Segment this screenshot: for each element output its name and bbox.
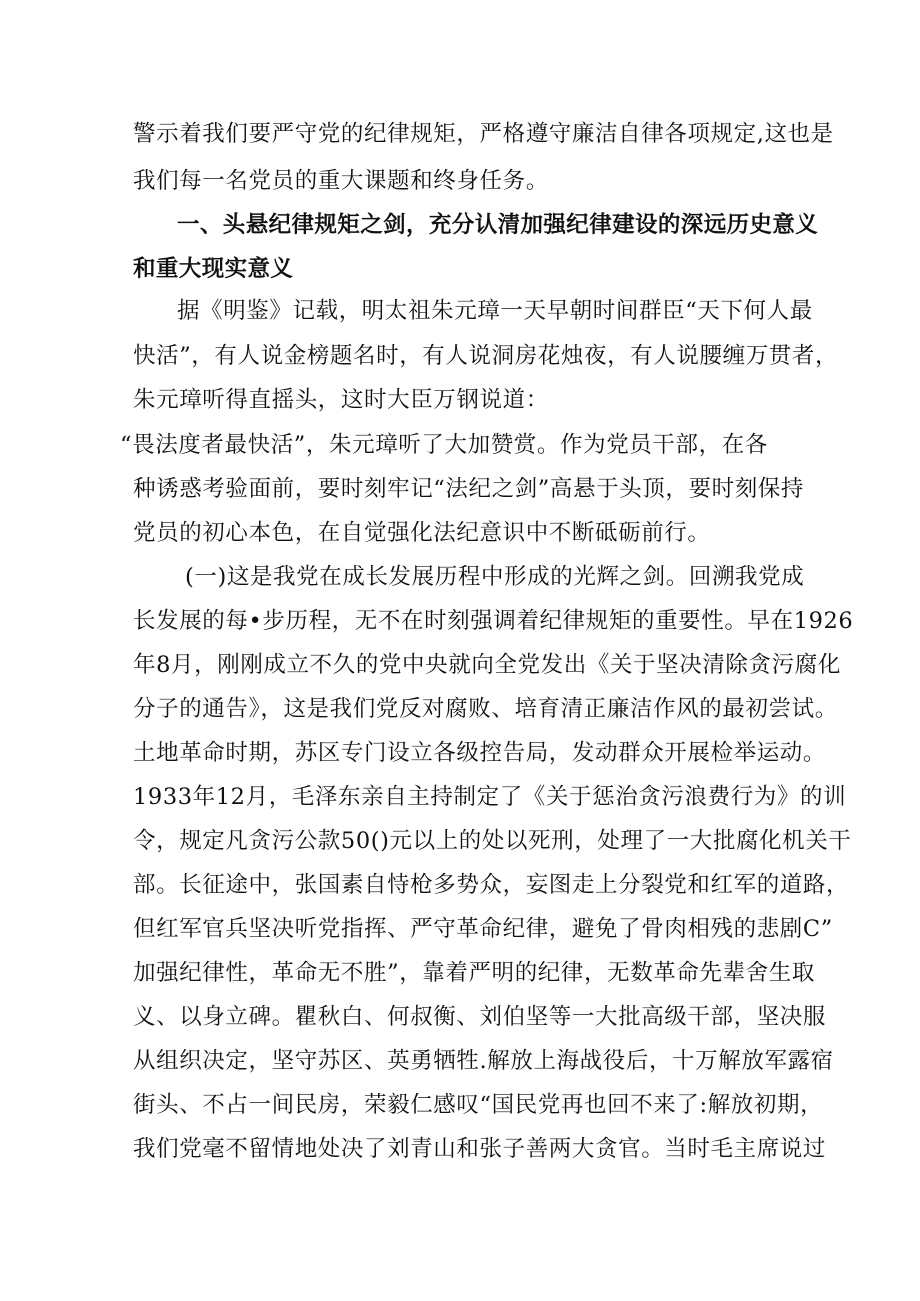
text-line: 但红军官兵坚决听党指挥、严守革命纪律，避免了骨肉相残的悲剧C” xyxy=(133,916,833,942)
text-line: 警示着我们要严守党的纪律规矩，严格遵守廉洁自律各项规定,这也是 xyxy=(133,121,834,147)
text-line: 分子的通告》，这是我们党反对腐败、培育清正廉洁作风的最初尝试。 xyxy=(133,696,838,722)
text-line: 部。长征途中，张国素自恃枪多势众，妄图走上分裂党和红军的道路， xyxy=(133,872,850,898)
text-line: (一)这是我党在成长发展历程中形成的光辉之剑。回溯我党成 xyxy=(185,564,805,590)
text-line: 种诱惑考验面前，要时刻牢记“法纪之剑”高悬于头顶，要时刻保持 xyxy=(133,476,805,502)
section-heading: 一、头悬纪律规矩之剑，充分认清加强纪律建设的深远历史意义 xyxy=(177,212,819,238)
text-line: 从组织决定，坚守苏区、英勇牺牲.解放上海战役后，十万解放军露宿 xyxy=(133,1048,834,1074)
text-line: 加强纪律性，革命无不胜”，靠着严明的纪律，无数革命先辈舍生取 xyxy=(133,960,816,986)
section-heading-continued: 和重大现实意义 xyxy=(133,256,294,282)
text-line: 年8月，刚刚成立不久的党中央就向全党发出《关于坚决清除贪污腐化 xyxy=(133,652,841,678)
text-line: 快活”，有人说金榜题名时，有人说洞房花烛夜，有人说腰缠万贯者， xyxy=(133,343,839,369)
text-line: 党员的初心本色，在自觉强化法纪意识中不断砥砺前行。 xyxy=(133,520,711,546)
text-line: 长发展的每•步历程，无不在时刻强调着纪律规矩的重要性。早在1926 xyxy=(133,608,854,634)
text-line: 街头、不占一间民房，荣毅仁感叹“国民党再也回不来了:解放初期， xyxy=(133,1092,824,1118)
text-line: “畏法度者最快活”，朱元璋听了大加赞赏。作为党员干部，在各 xyxy=(120,432,768,458)
text-line: 令，规定凡贪污公款50()元以上的处以死刑，处理了一大批腐化机关干 xyxy=(133,828,852,854)
text-line: 朱元璋听得直摇头，这时大臣万钢说道： xyxy=(133,387,549,413)
text-line: 我们每一名党员的重大课题和终身任务。 xyxy=(133,168,549,194)
text-line: 我们党毫不留情地处决了刘青山和张子善两大贪官。当时毛主席说过 xyxy=(133,1136,827,1162)
text-line: 义、以身立碑。瞿秋白、何叔衡、刘伯坚等一大批高级干部，坚决服 xyxy=(133,1004,827,1030)
text-line: 土地革命时期，苏区专门设立各级控告局，发动群众开展检举运动。 xyxy=(133,740,827,766)
text-line: 据《明鉴》记载，明太祖朱元璋一天早朝时间群臣“天下何人最 xyxy=(177,298,813,324)
text-line: 1933年12月，毛泽东亲自主持制定了《关于惩治贪污浪费行为》的训 xyxy=(133,784,847,810)
